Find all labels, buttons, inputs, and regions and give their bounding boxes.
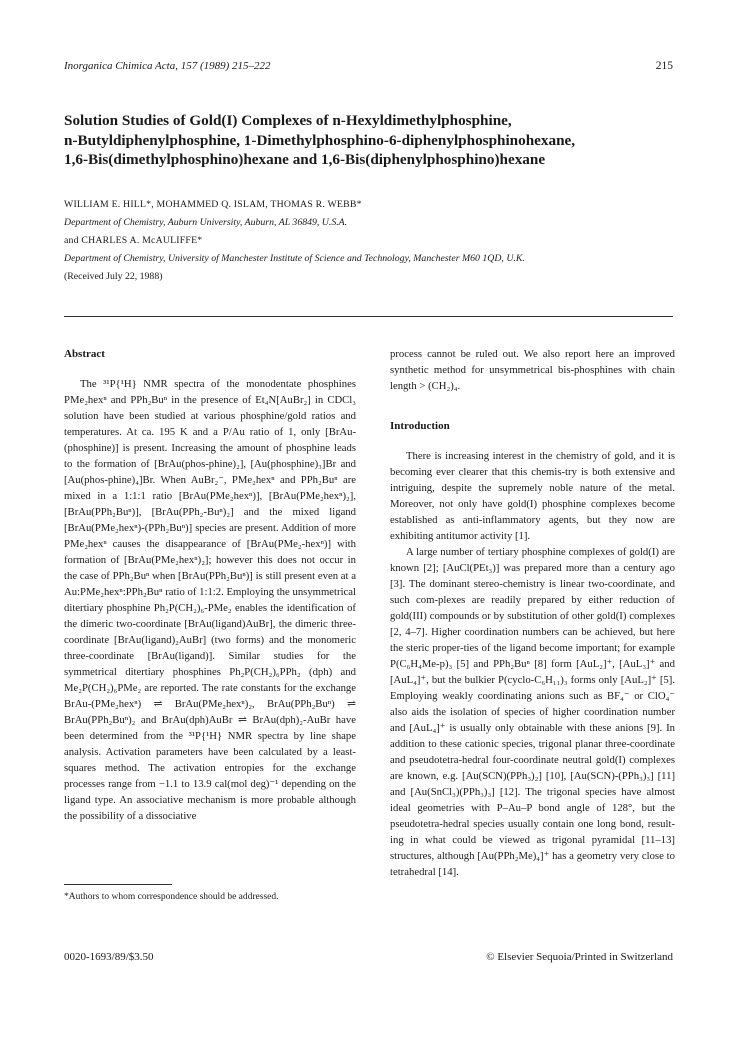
left-column — [64, 346, 356, 824]
title-line-2: n-Butyldiphenylphosphine, 1-Dimethylphosphino-6-diphenylphosphinohexane, — [64, 131, 576, 149]
introduction-paragraph-1: There is increasing interest in the chemistry of gold, and it is becoming ever clearer that this chemis-try is both extensive and intriguing, despite the supremely noble nature of the metal. Moreover, not only have gold(I) phosphine complexes become established as anti-inflammatory agents, but they now are exhibiting antitumor activity [1]. — [390, 450, 675, 542]
affiliation-2: Department of Chemistry, University of Manchester Institute of Science and Technology, Manchester M60 1QD, U.K. — [64, 253, 525, 264]
authors-1: WILLIAM E. HILL*, MOHAMMED Q. ISLAM, THOMAS R. WEBB* — [64, 199, 362, 210]
article-title — [64, 111, 684, 170]
price-code: 0020-1693/89/$3.50 — [64, 951, 154, 963]
introduction-heading: Introduction — [390, 420, 450, 432]
header-divider — [64, 316, 673, 317]
received-date: (Received July 22, 1988) — [64, 271, 163, 282]
introduction-paragraph-2: A large number of tertiary phosphine complexes of gold(I) are known [2]; [AuCl(PEt₃)] was prepared more than a century ago [3]. The dominant stereo-chemistry is linear two-coordinate, and such com-plexes are readily prepared by either reduction of gold(III) compounds or by substitution of other gold(I) complexes [2, 4–7]. Higher coordination numbers can be achieved, but here the steric proper-ties of the ligand become important; for example P(C₆H₄Me-p)₃ [5] and PPh₂Buⁿ [8] form [AuL₂]⁺, [AuL₃]⁺ and [AuL₄]⁺, but the bulkier P(cyclo-C₆H₁₁)₃ forms only [AuL₂]⁺ [5]. Employing weakly coordinating anions such as BF₄⁻ or ClO₄⁻ also aids the isolation of species of higher coordination number and [AuL₄]⁺ is usually only obtainable with these anions [9]. In addition to these cationic species, trigonal planar three-coordinate and pseudotetra-hedral four-coordinate neutral gold(I) complexes are known, e.g. [Au(SCN)(PPh₃)₂] [10], [Au(SCN)-(PPh₃)₃] [11] and [Au(SnCl₃)(PPh₃)₃] [12]. The trigonal species have almost ideal geometries with P–Au–P bond angle of 128°, but the pseudotetra-hedral species usually contain one long bond, result-ing in what could be viewed as trigonal pyramidal [11–13] structures, although [Au(PPh₂Me)₄]⁺ has a geometry very close to tetrahedral [14]. — [390, 546, 675, 878]
affiliation-1: Department of Chemistry, Auburn University, Auburn, AL 36849, U.S.A. — [64, 217, 348, 228]
title-line-1: Solution Studies of Gold(I) Complexes of n-Hexyldimethylphosphine, — [64, 112, 512, 129]
right-column — [390, 346, 675, 880]
journal-citation: Inorganica Chimica Acta, 157 (1989) 215–222 — [64, 60, 271, 72]
abstract-text: The ³¹P{¹H} NMR spectra of the monodentate phosphines PMe₂hexⁿ and PPh₂Buⁿ in the presence of Et₄N[AuBr₂] in CDCl₃ solution have been studied at various phosphine/gold ratios and temperatures. At ca. 195 K and a P/Au ratio of 1, only [BrAu-(phosphine)] is present. Increasing the amount of phosphine leads to the formation of [BrAu(phos-phine)₂], [Au(phosphine)₃]Br and [Au(phos-phine)₄]Br. When AuBr₂⁻, PMe₂hexⁿ and PPh₂Buⁿ are mixed in a 1:1:1 ratio [BrAu(PMe₂hexⁿ)], [BrAu(PMe₂hexⁿ)₂], [BrAu(PPh₂Buⁿ)], [BrAu(PPh₂-Buⁿ)₂] and the mixed ligand [BrAu(PMe₂hexⁿ)-(PPh₂Buⁿ)] species are present. Addition of more PMe₂hexⁿ causes the disappearance of [BrAu(PMe₂-hexⁿ)] with formation of [BrAu(PMe₂hexⁿ)₂]; however this does not occur in the case of PPh₂Buⁿ when [BrAu(PPh₂Buⁿ)] is still present even at a Au:PMe₂hexⁿ:PPh₂Buⁿ ratio of 1:1:2. Employing the unsymmetrical ditertiary phosphine Ph₂P(CH₂)₆-PMe₂ enables the identification of the dimeric two-coordinate [BrAu(ligand)AuBr], the dimeric three-coordinate [BrAu(ligand)₂AuBr] (two forms) and the monomeric three-coordinate [BrAu(ligand)]. Similar studies for the symmetrical ditertiary phosphines Ph₂P(CH₂)₆PPh₂ (dph) and Me₂P(CH₂)₆PMe₂ are reported. The rate constants for the exchange BrAu-(PMe₂hexⁿ) ⇌ BrAu(PMe₂hexⁿ)₂, BrAu(PPh₂Buⁿ) ⇌ BrAu(PPh₂Buⁿ)₂ and BrAu(dph)AuBr ⇌ BrAu(dph)₂-AuBr have been determined from the ³¹P{¹H} NMR spectra by line shape analysis. Activation parameters have been calculated by a least-squares method. The activation entropies for the exchange processes range from −1.1 to 13.9 cal(mol deg)⁻¹ depending on the ligand type. An associative mechanism is more probable although the possibility of a dissociative — [64, 378, 356, 822]
copyright: © Elsevier Sequoia/Printed in Switzerland — [486, 951, 673, 963]
footnote-divider — [64, 884, 172, 885]
abstract-heading: Abstract — [64, 348, 105, 360]
byline — [64, 196, 684, 286]
running-head — [64, 60, 673, 76]
authors-2: and CHARLES A. McAULIFFE* — [64, 235, 203, 246]
footnote: *Authors to whom correspondence should be addressed. — [64, 892, 279, 902]
title-line-3: 1,6-Bis(dimethylphosphino)hexane and 1,6-Bis(diphenylphosphino)hexane — [64, 151, 546, 168]
page-number: 215 — [655, 60, 673, 72]
abstract-continued: process cannot be ruled out. We also report here an improved synthetic method for unsymmetrical bis-phosphines with chain length > (CH₂)₄. — [390, 348, 675, 392]
